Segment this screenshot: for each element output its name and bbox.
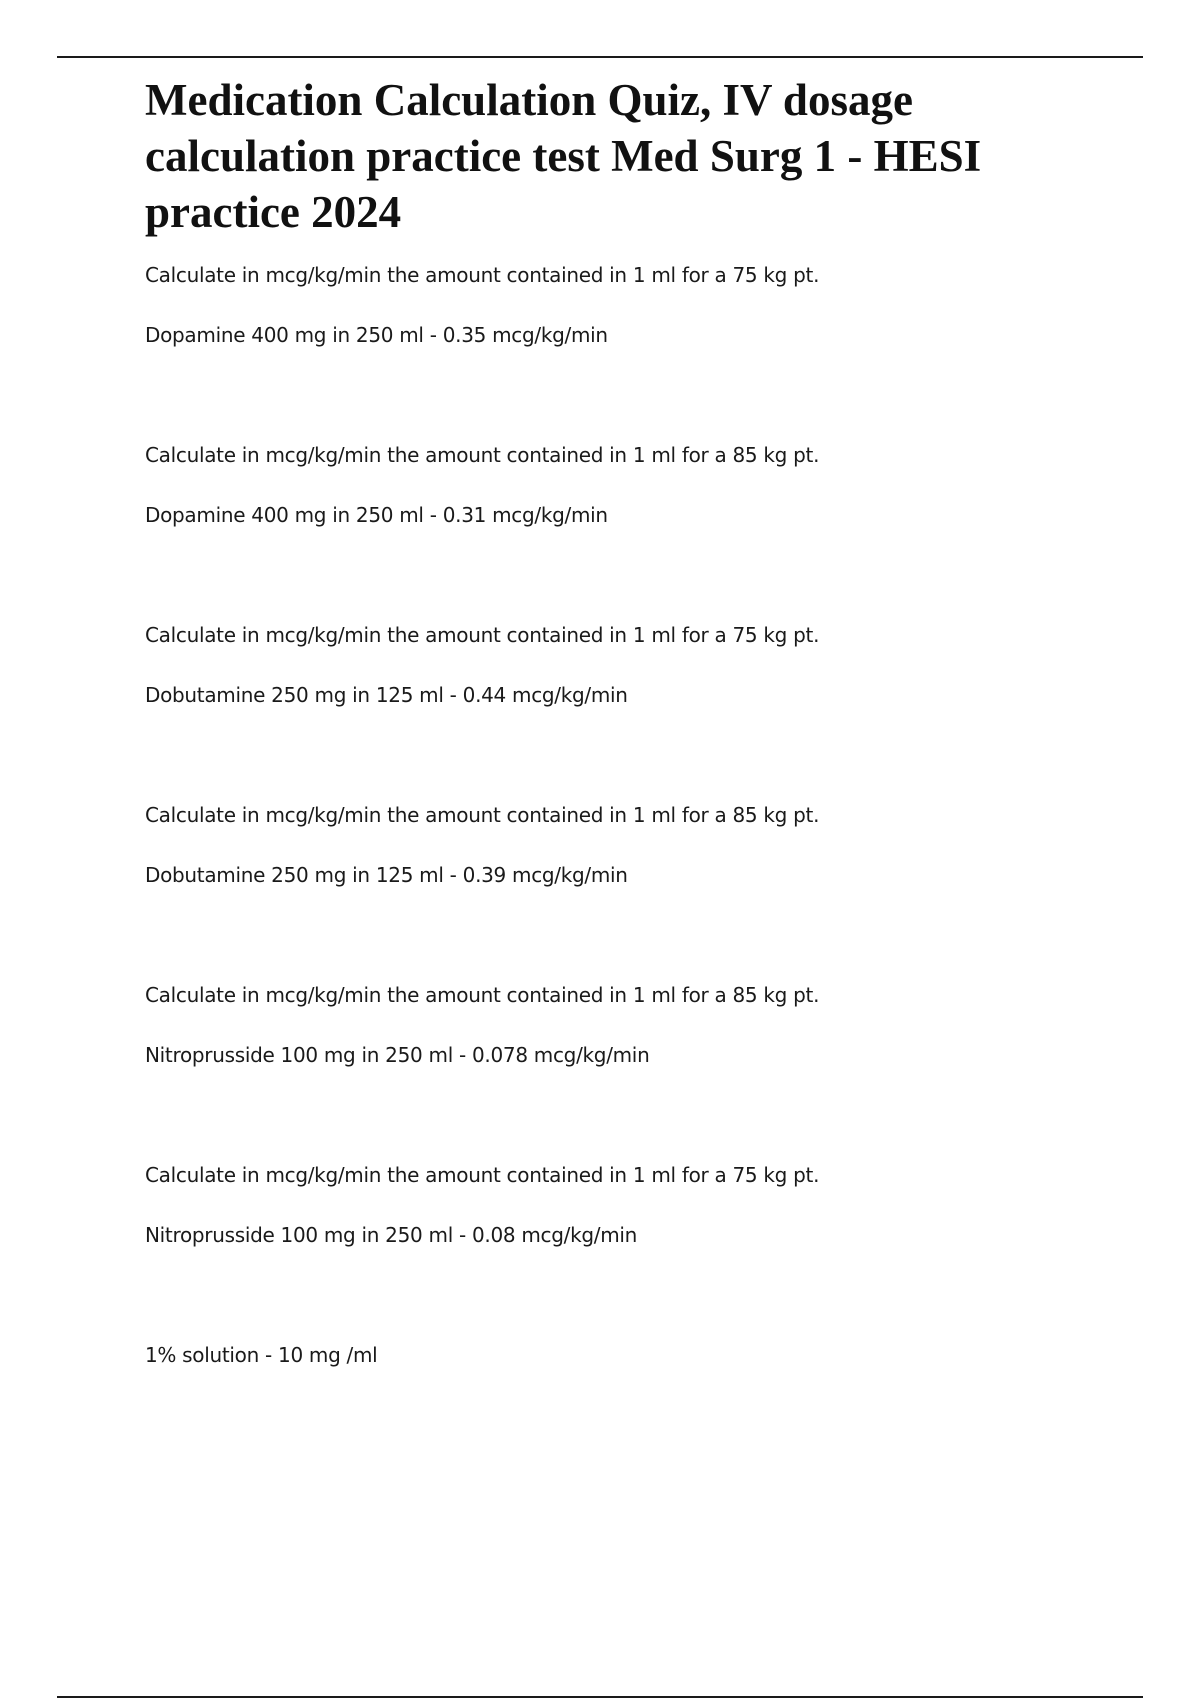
qa-item	[145, 622, 1085, 708]
document-title: Medication Calculation Quiz, IV dosage calculation practice test Med Surg 1 - HESI practice 2024	[145, 75, 982, 237]
qa-item	[145, 442, 1085, 528]
answer-text: Dobutamine 250 mg in 125 ml - 0.44 mcg/kg/min	[145, 683, 628, 707]
qa-item	[145, 802, 1085, 888]
qa-item	[145, 982, 1085, 1068]
document-body	[145, 72, 1085, 1368]
question-text: Calculate in mcg/kg/min the amount contained in 1 ml for a 75 kg pt.	[145, 1163, 820, 1187]
answer-text: Dopamine 400 mg in 250 ml - 0.31 mcg/kg/min	[145, 503, 608, 527]
answer-text: Nitroprusside 100 mg in 250 ml - 0.078 mcg/kg/min	[145, 1043, 650, 1067]
answer-text: Dobutamine 250 mg in 125 ml - 0.39 mcg/kg/min	[145, 863, 628, 887]
question-text: Calculate in mcg/kg/min the amount contained in 1 ml for a 75 kg pt.	[145, 623, 820, 647]
bottom-rule	[57, 1696, 1143, 1698]
qa-item	[145, 1162, 1085, 1248]
question-text: 1% solution - 10 mg /ml	[145, 1343, 378, 1367]
top-rule	[57, 56, 1143, 58]
answer-text: Nitroprusside 100 mg in 250 ml - 0.08 mcg/kg/min	[145, 1223, 638, 1247]
answer-text: Dopamine 400 mg in 250 ml - 0.35 mcg/kg/min	[145, 323, 608, 347]
question-text: Calculate in mcg/kg/min the amount contained in 1 ml for a 85 kg pt.	[145, 443, 820, 467]
qa-item	[145, 262, 1085, 348]
question-text: Calculate in mcg/kg/min the amount contained in 1 ml for a 85 kg pt.	[145, 983, 820, 1007]
question-text: Calculate in mcg/kg/min the amount contained in 1 ml for a 75 kg pt.	[145, 263, 820, 287]
qa-item	[145, 1342, 1085, 1368]
question-text: Calculate in mcg/kg/min the amount contained in 1 ml for a 85 kg pt.	[145, 803, 820, 827]
